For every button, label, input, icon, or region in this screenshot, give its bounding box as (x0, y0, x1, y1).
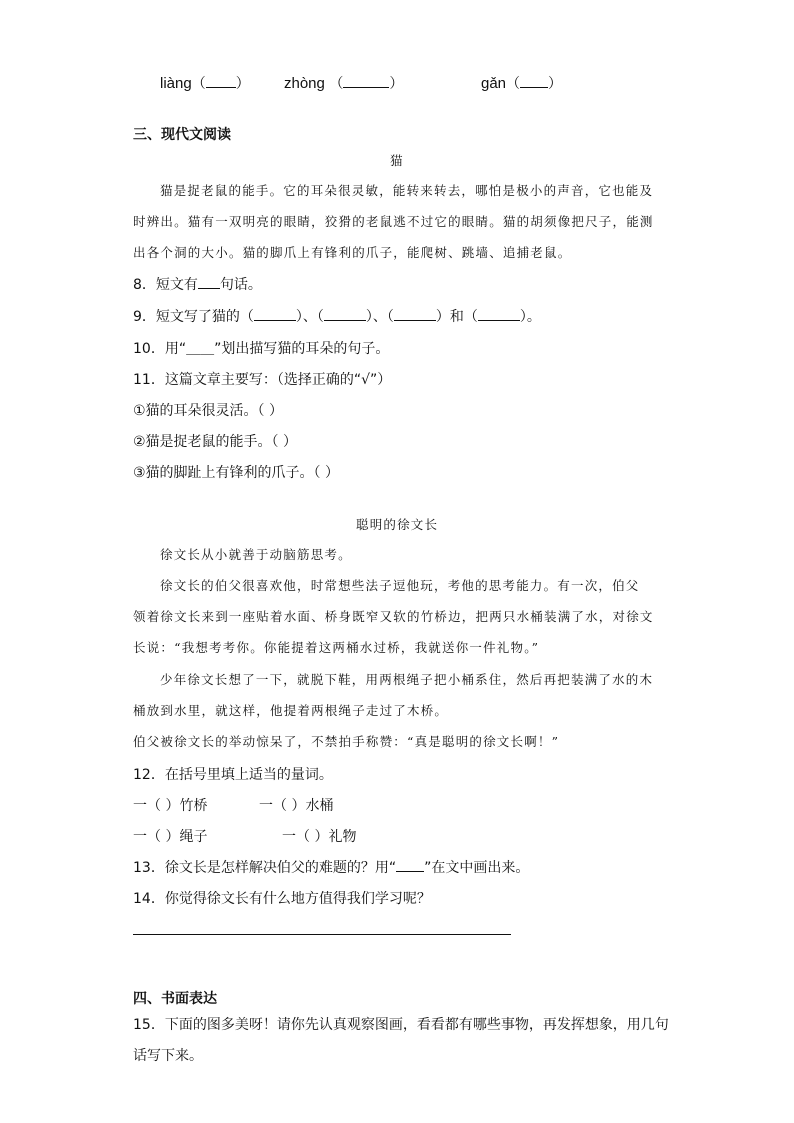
passage-line: 猫是捉老鼠的能手。它的耳朵很灵敏，能转来转去，哪怕是极小的声音，它也能及 (160, 183, 654, 198)
option-3[interactable]: ③猫的脚趾上有锋利的爪子。（ ） (133, 465, 340, 481)
option-2[interactable]: ②猫是捉老鼠的能手。（ ） (133, 434, 298, 450)
measure-word-item[interactable]: 一（ ）竹桥 (133, 798, 208, 814)
answer-blank[interactable] (198, 274, 220, 289)
answer-blank[interactable] (206, 73, 236, 88)
section-title: 四、书面表达 (133, 991, 217, 1007)
question-12: 12．在括号里填上适当的量词。 (133, 767, 333, 783)
passage-line: 伯父被徐文长的举动惊呆了，不禁拍手称赞：“真是聪明的徐文长啊！” (133, 734, 560, 749)
section-title: 三、现代文阅读 (133, 127, 231, 143)
question-9: 9．短文写了猫的（ ）、（ ）、（ ）和（ ）。 (133, 306, 541, 326)
answer-blank[interactable] (478, 306, 520, 321)
pinyin-item-2: zhòng （ ） (284, 75, 404, 92)
passage-line: 少年徐文长想了一下，就脱下鞋，用两根绳子把小桶系住，然后再把装满了水的木 (160, 672, 654, 687)
passage-line: 徐文长从小就善于动脑筋思考。 (160, 547, 352, 562)
underline-sample (396, 857, 424, 872)
question-10: 10．用“＿＿”划出描写猫的耳朵的句子。 (133, 341, 390, 357)
question-11: 11．这篇文章主要写：（选择正确的“√”） (133, 372, 392, 388)
question-13: 13．徐文长是怎样解决伯父的难题的？用“ ”在文中画出来。 (133, 857, 529, 877)
answer-blank[interactable] (520, 73, 548, 88)
passage-line: 长说：“我想考考你。你能提着这两桶水过桥，我就送你一件礼物。” (133, 640, 540, 655)
question-8: 8．短文有 句话。 (133, 274, 262, 294)
passage-line: 领着徐文长来到一座贴着水面、桥身既窄又软的竹桥边，把两只水桶装满了水，对徐文 (133, 609, 654, 624)
measure-word-item[interactable]: 一（ ）礼物 (282, 829, 357, 845)
answer-line[interactable] (133, 934, 511, 935)
answer-blank[interactable] (324, 306, 366, 321)
answer-blank[interactable] (254, 306, 296, 321)
measure-word-item[interactable]: 一（ ）水桶 (259, 798, 334, 814)
passage-title: 猫 (390, 153, 404, 168)
question-14: 14．你觉得徐文长有什么地方值得我们学习呢？ (133, 891, 431, 907)
option-1[interactable]: ①猫的耳朵很灵活。（ ） (133, 403, 284, 419)
question-15-cont: 话写下来。 (133, 1048, 203, 1064)
passage-line: 时辨出。猫有一双明亮的眼睛，狡猾的老鼠逃不过它的眼睛。猫的胡须像把尺子，能测 (133, 214, 654, 229)
passage-line: 出各个洞的大小。猫的脚爪上有锋利的爪子，能爬树、跳墙、追捕老鼠。 (133, 245, 572, 260)
pinyin-item-1: liàng（ ） (160, 75, 250, 92)
answer-blank[interactable] (343, 73, 389, 88)
measure-word-item[interactable]: 一（ ）绳子 (133, 829, 208, 845)
passage-title: 聪明的徐文长 (356, 517, 439, 532)
answer-blank[interactable] (394, 306, 436, 321)
passage-line: 徐文长的伯父很喜欢他，时常想些法子逗他玩，考他的思考能力。有一次，伯父 (160, 578, 640, 593)
pinyin-item-3: gǎn（ ） (481, 75, 563, 92)
question-15: 15．下面的图多美呀！请你先认真观察图画，看看都有哪些事物，再发挥想象，用几句 (133, 1017, 669, 1033)
passage-line: 桶放到水里，就这样，他提着两根绳子走过了木桥。 (133, 703, 449, 718)
